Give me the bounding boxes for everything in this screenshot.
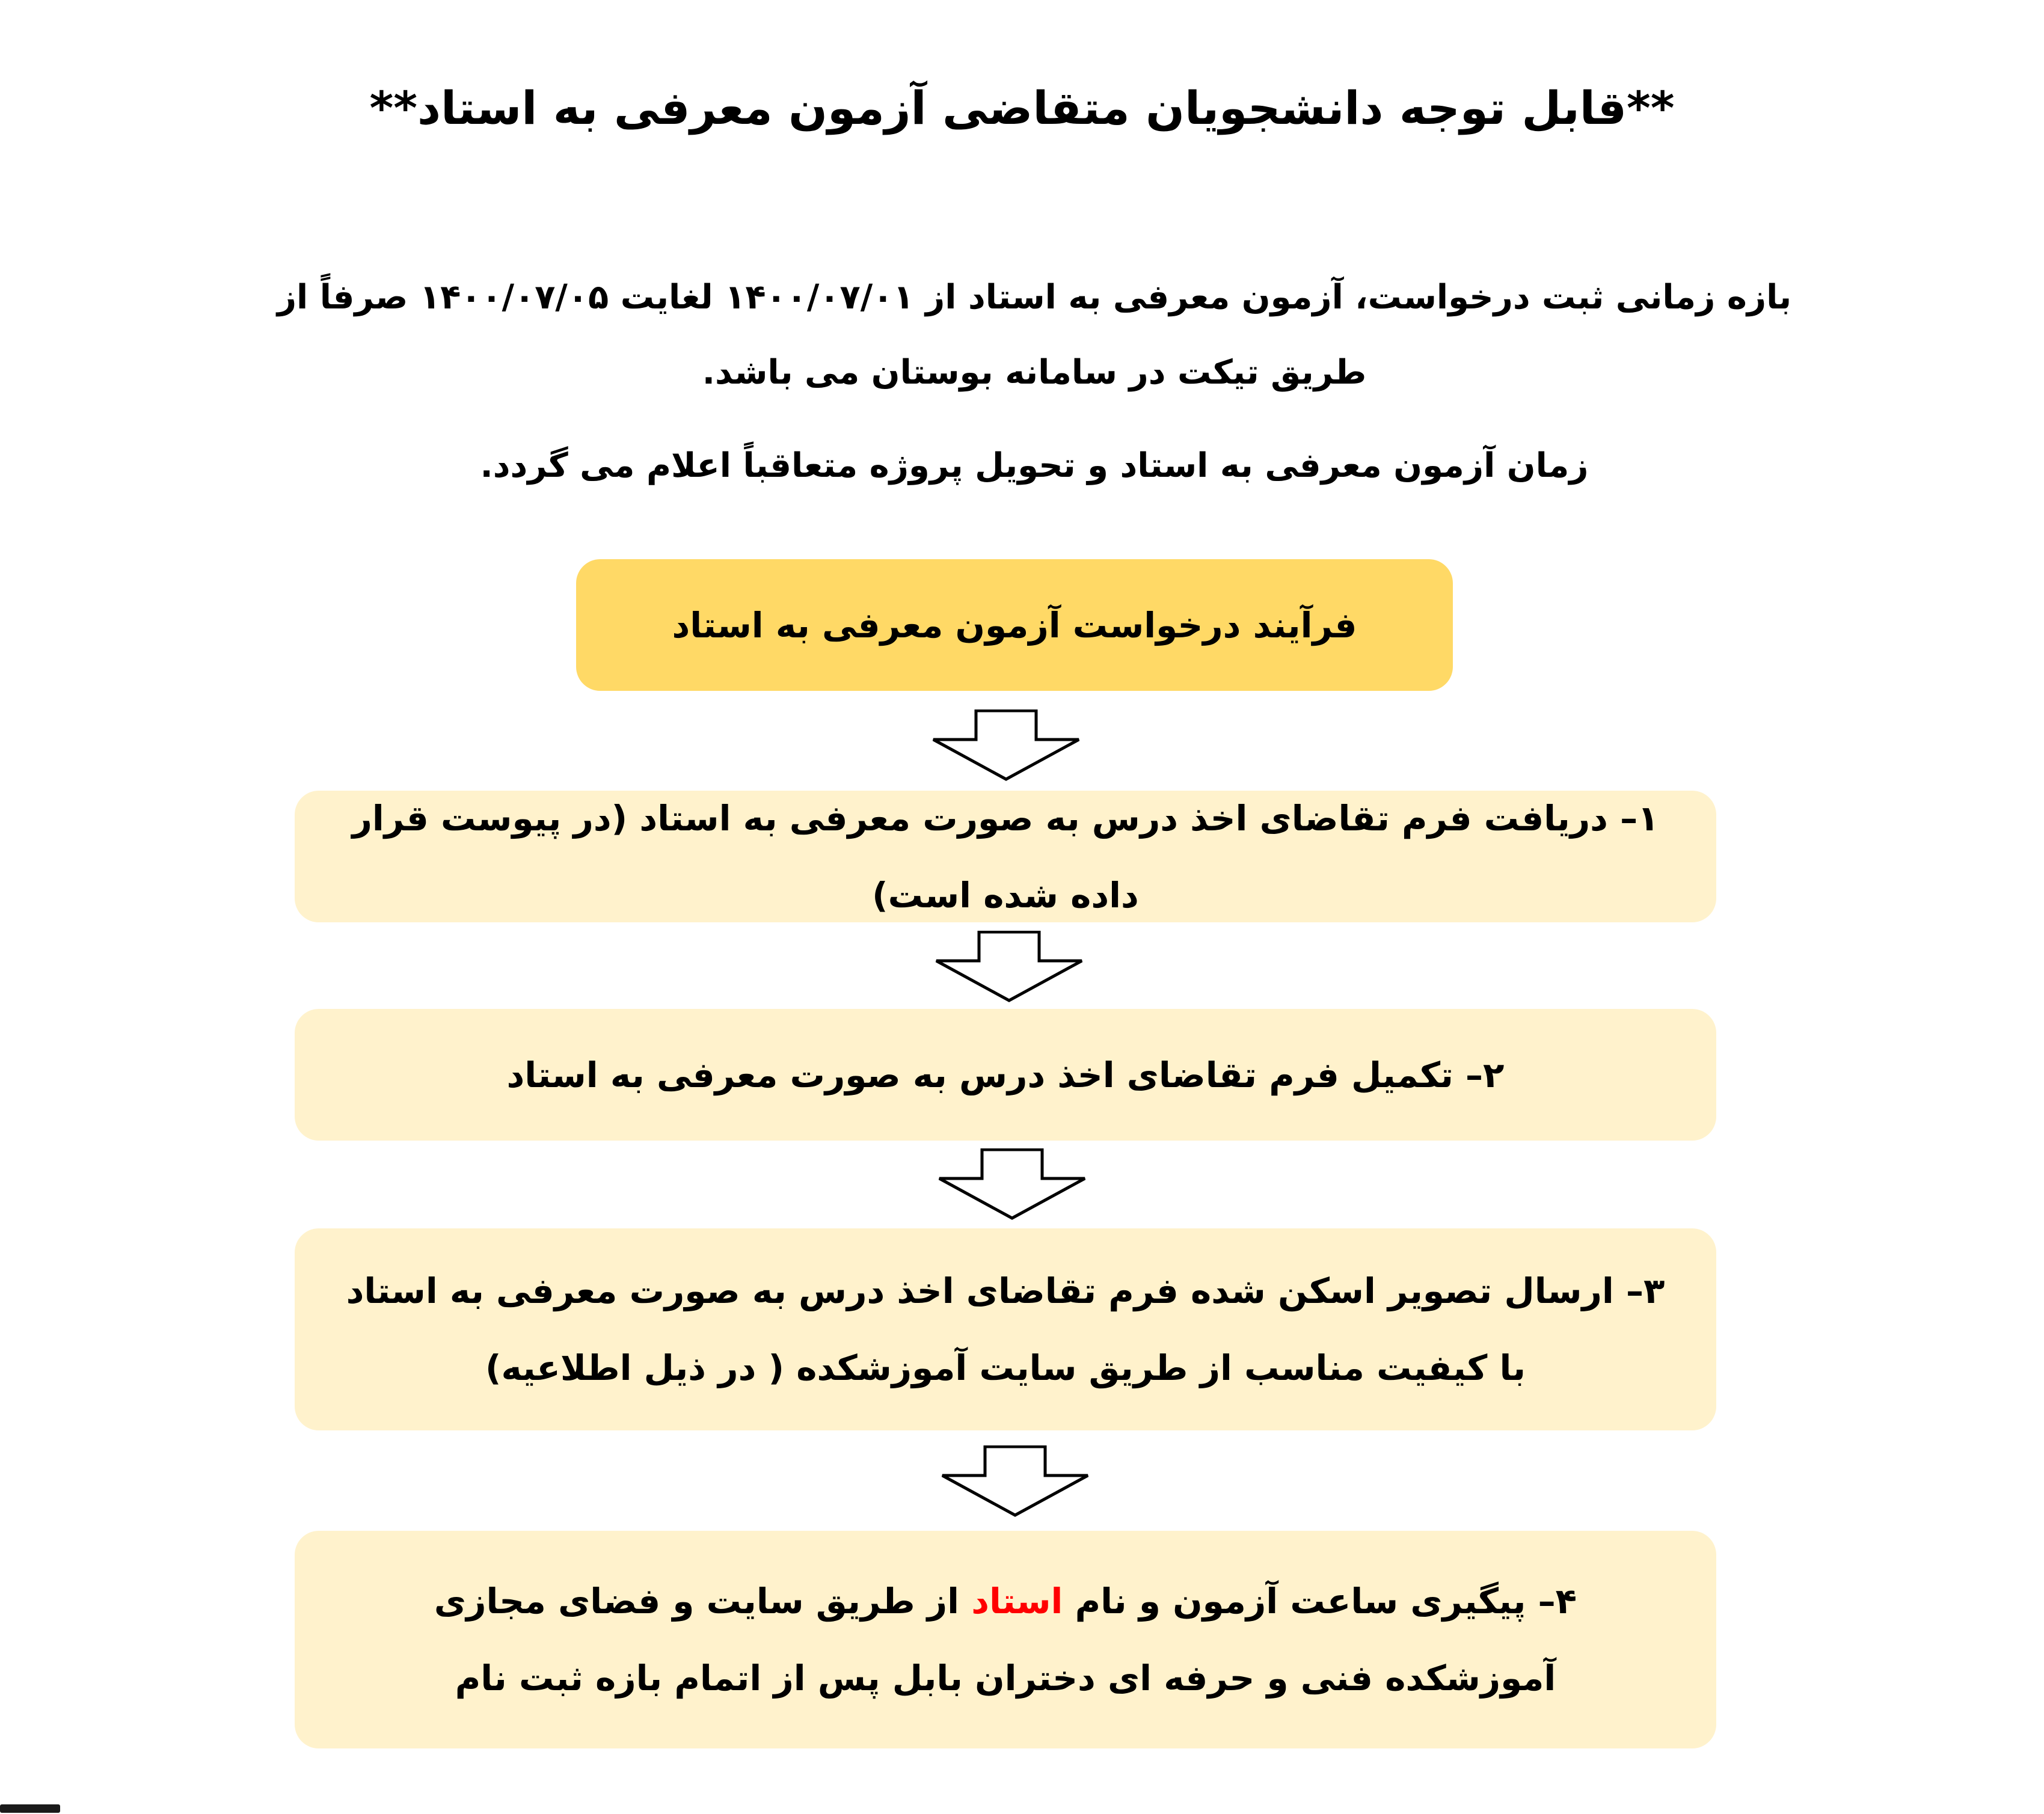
down-arrow-icon bbox=[934, 931, 1084, 1003]
step-4-box bbox=[295, 1531, 1716, 1748]
step-4-label-before: ۴– پیگیری ساعت آزمون و نام bbox=[1063, 1581, 1577, 1622]
step-4-highlight: استاد bbox=[971, 1581, 1063, 1622]
step-3-label: ۳– ارسال تصویر اسکن شده فرم تقاضای اخذ درس به صورت معرفی به استاد با کیفیت مناسب از طریق سایت آموزشکده ( در ذیل اطلاعیه) bbox=[346, 1270, 1665, 1388]
flow-header-box bbox=[576, 559, 1453, 691]
registration-period-text: بازه زمانی ثبت درخواست، آزمون معرفی به استاد از ۱۴۰۰/۰۷/۰۱ لغایت ۱۴۰۰/۰۷/۰۵ صرفاً از طریق تیکت در سامانه بوستان می باشد. bbox=[277, 278, 1792, 392]
step-1-box bbox=[295, 791, 1716, 922]
step-2-label: ۲– تکمیل فرم تقاضای اخذ درس به صورت معرفی به استاد bbox=[506, 1054, 1505, 1095]
step-2-box bbox=[295, 1009, 1716, 1141]
step-1-label: ۱– دریافت فرم تقاضای اخذ درس به صورت معرفی به استاد (در پیوست قرار داده شده است) bbox=[352, 797, 1659, 916]
down-arrow-icon bbox=[940, 1445, 1090, 1518]
down-arrow-icon bbox=[937, 1148, 1087, 1221]
site-logo bbox=[0, 1804, 60, 1813]
down-arrow-icon bbox=[931, 709, 1081, 782]
step-4-text bbox=[343, 1563, 1668, 1717]
exam-time-text: زمان آزمون معرفی به استاد و تحویل پروژه متعاقباً اعلام می گردد. bbox=[480, 446, 1589, 485]
notice-title: **قابل توجه دانشجویان متقاضی آزمون معرفی به استاد** bbox=[369, 81, 1675, 135]
flow-header-label: فرآیند درخواست آزمون معرفی به استاد bbox=[672, 604, 1357, 646]
step-3-box bbox=[295, 1228, 1716, 1430]
step-4-label-after: از طریق سایت و فضای مجازی آموزشکده فنی و حرفه ای دختران بابل پس از اتمام بازه ثبت نام bbox=[434, 1581, 1556, 1699]
